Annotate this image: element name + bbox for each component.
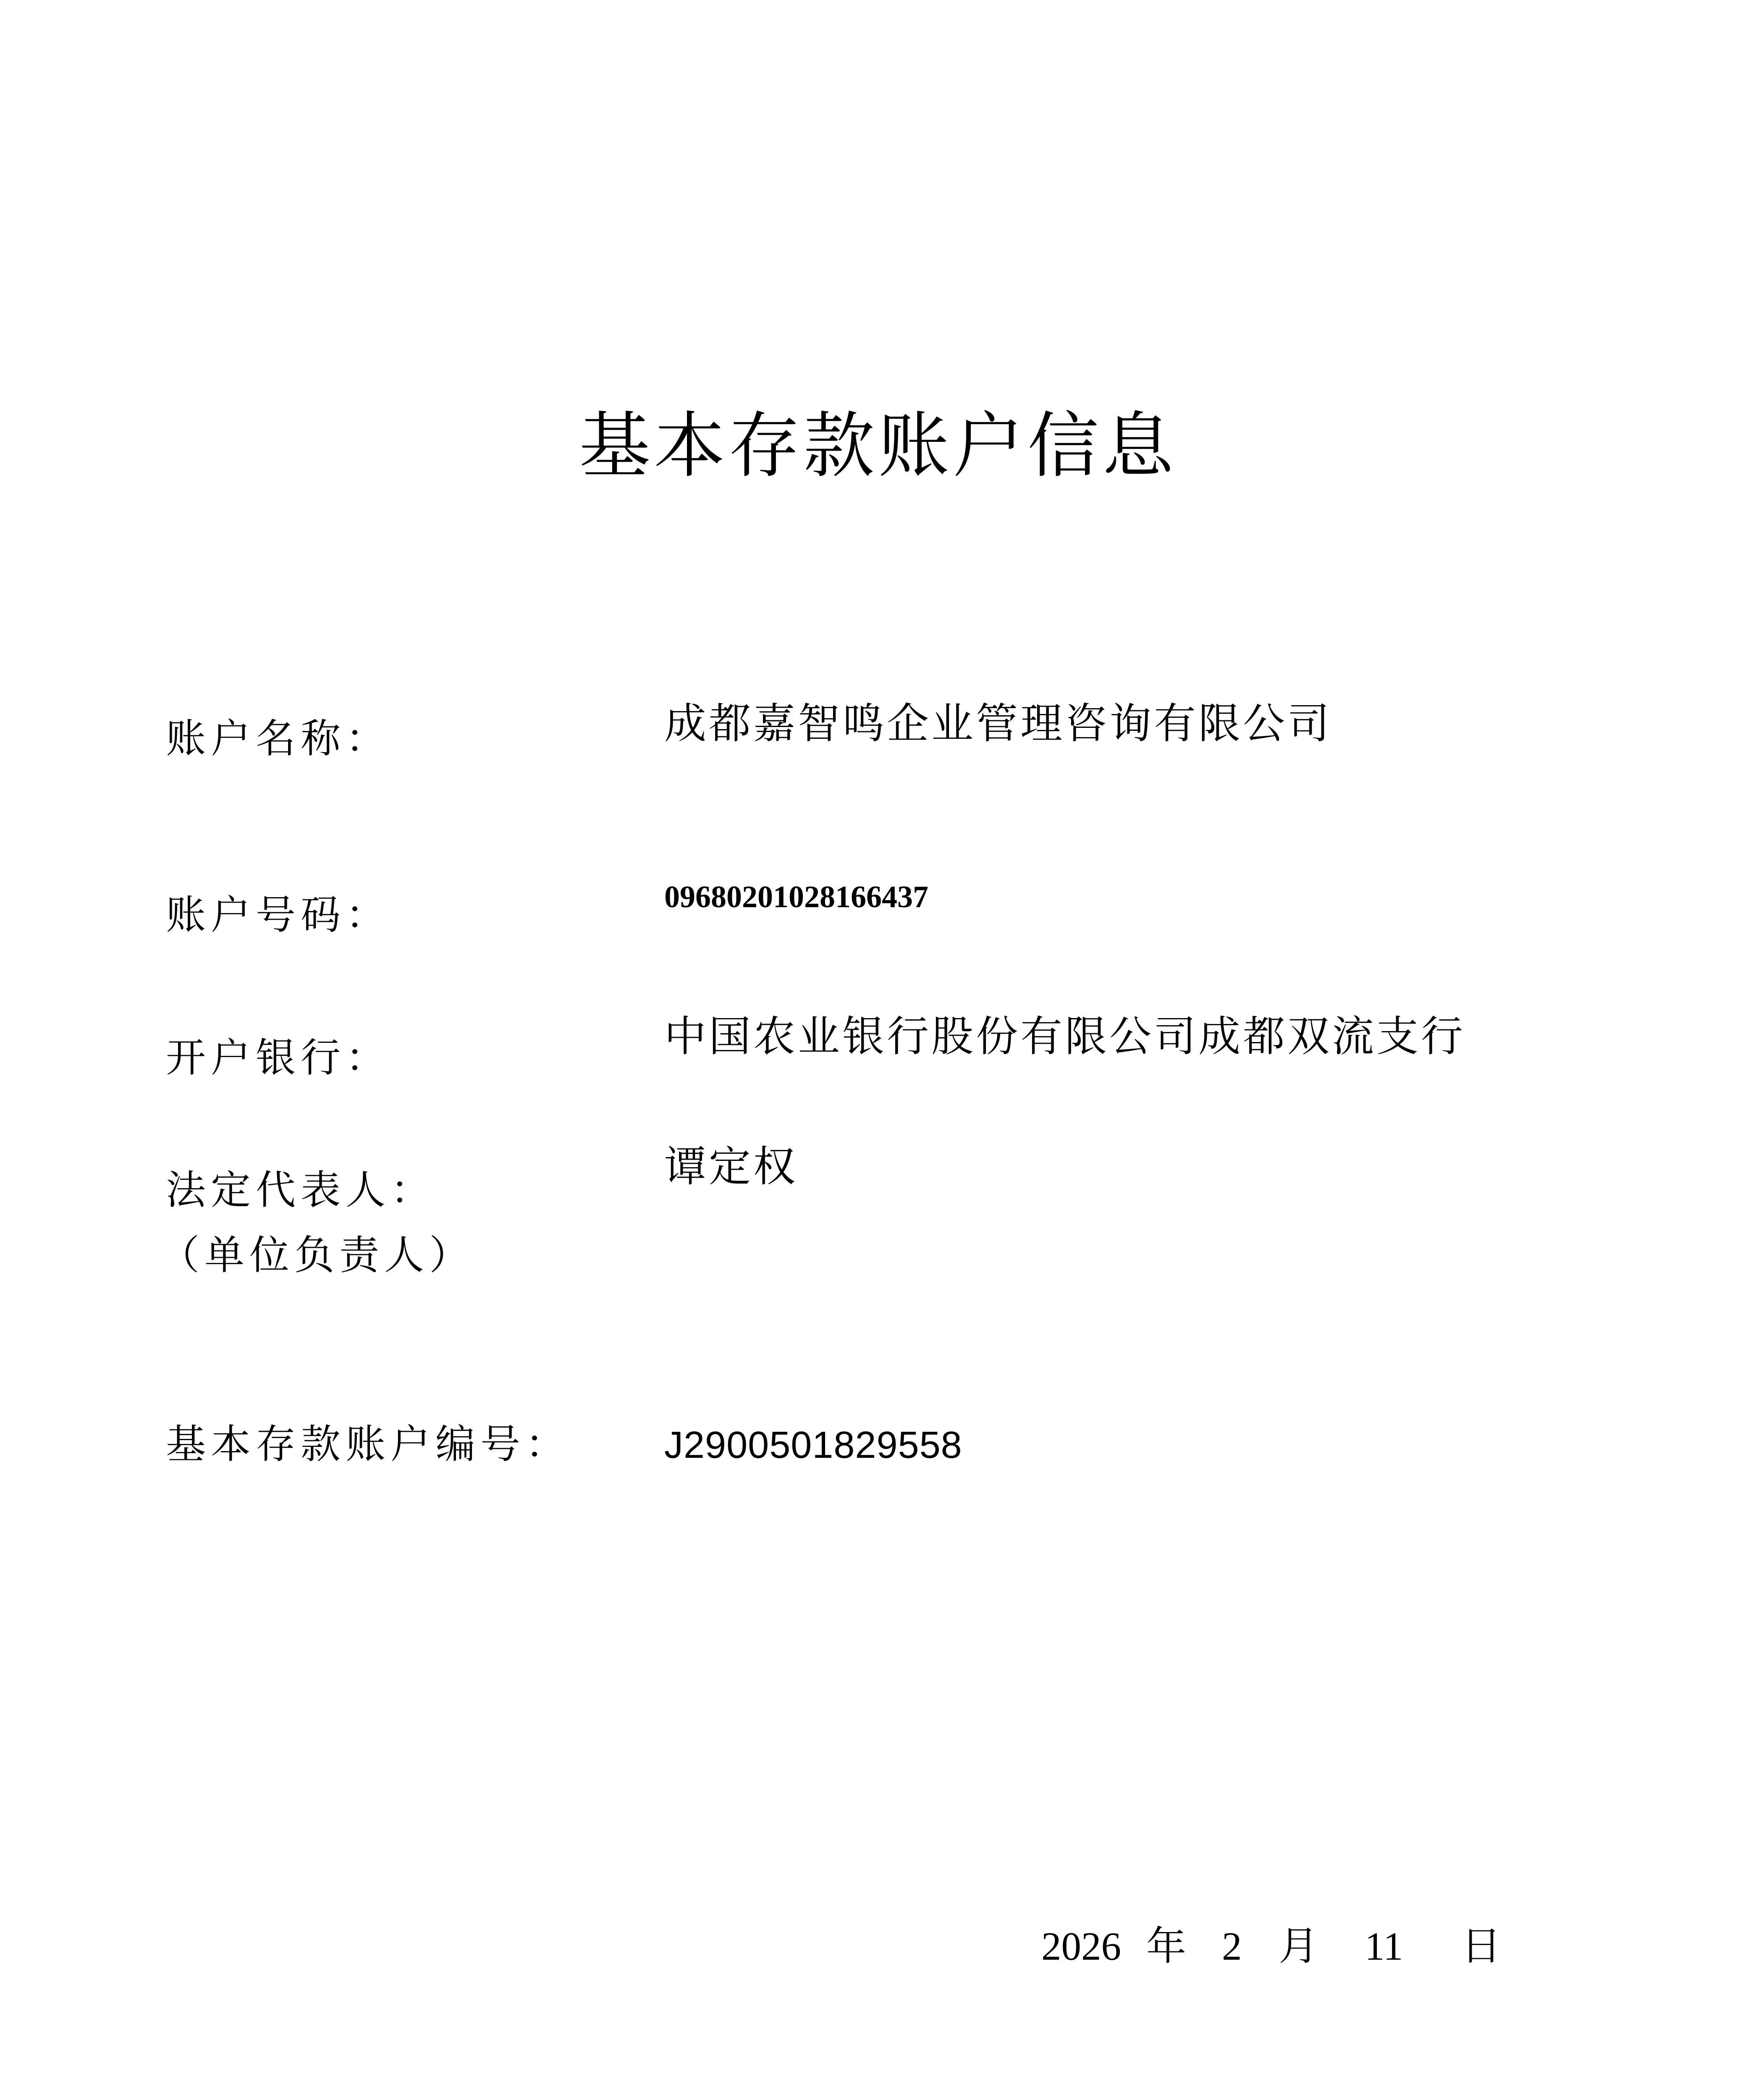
- basic-account-no-value: J2900501829558: [664, 1424, 962, 1466]
- date-month: 2: [1222, 1924, 1242, 1969]
- account-name-value: 成都嘉智鸣企业管理咨询有限公司: [664, 699, 1332, 748]
- legal-rep-value: 谭定权: [664, 1142, 798, 1191]
- account-number-label: 账户号码：: [166, 892, 391, 938]
- basic-account-no-label: 基本存款账户编号：: [166, 1421, 571, 1467]
- date-day-unit: 日: [1461, 1923, 1502, 1969]
- legal-rep-sublabel: （单位负责人）: [160, 1232, 474, 1278]
- account-name-label: 账户名称：: [166, 716, 391, 762]
- account-number-value: 09680201028166437: [664, 880, 928, 914]
- date-year-unit: 年: [1146, 1923, 1187, 1969]
- date-day: 11: [1365, 1924, 1403, 1969]
- bank-label: 开户银行：: [166, 1035, 391, 1081]
- document-title: 基本存款账户信息: [579, 404, 1177, 488]
- legal-rep-label: 法定代表人：: [166, 1167, 436, 1213]
- date-month-unit: 月: [1279, 1923, 1319, 1969]
- date-year: 2026: [1041, 1924, 1121, 1969]
- bank-value: 中国农业银行股份有限公司成都双流支行: [664, 1012, 1465, 1061]
